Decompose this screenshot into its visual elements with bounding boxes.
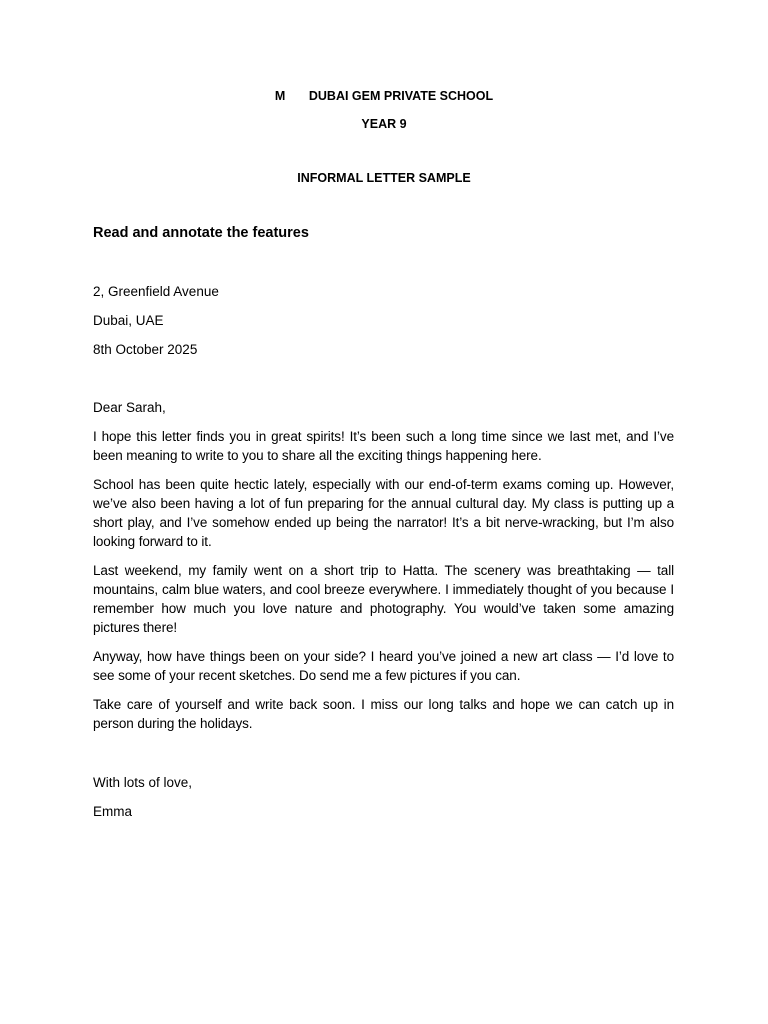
letter-body — [93, 427, 674, 743]
address-street: 2, Greenfield Avenue — [93, 284, 219, 299]
year-heading: YEAR 9 — [361, 117, 407, 131]
letter-paragraph: Take care of yourself and write back soon. I miss our long talks and hope we can catch up in person during the holidays. — [93, 697, 674, 731]
school-header — [0, 88, 768, 104]
letter-signature: Emma — [93, 804, 133, 819]
document-title: INFORMAL LETTER SAMPLE — [297, 171, 471, 185]
header-marker: M — [274, 89, 286, 103]
letter-paragraph: I hope this letter finds you in great spirits! It’s been such a long time since we last met, and I’ve been meaning to write to you to share all the exciting things happening here. — [93, 429, 674, 463]
letter-date: 8th October 2025 — [93, 342, 198, 357]
address-city: Dubai, UAE — [93, 313, 164, 328]
letter-paragraph: School has been quite hectic lately, especially with our end-of-term exams coming up. However, we’ve also been having a lot of fun preparing for the annual cultural day. My class is putting up a short play, and I’ve somehow ended up being the narrator! It’s a bit nerve-wracking, but I’m also looking forward to it. — [93, 477, 674, 549]
letter-paragraph: Last weekend, my family went on a short trip to Hatta. The scenery was breathtaking — tall mountains, calm blue waters, and cool breeze everywhere. I immediately thought of you because I remember how much you love nature and photography. You would’ve taken some amazing pictures there! — [93, 563, 674, 635]
letter-closing: With lots of love, — [93, 775, 193, 790]
instruction-heading: Read and annotate the features — [93, 225, 309, 241]
school-name: DUBAI GEM PRIVATE SCHOOL — [308, 89, 494, 103]
letter-paragraph: Anyway, how have things been on your side? I heard you’ve joined a new art class — I’d love to see some of your recent sketches. Do send me a few pictures if you can. — [93, 649, 674, 683]
letter-salutation: Dear Sarah, — [93, 400, 166, 415]
